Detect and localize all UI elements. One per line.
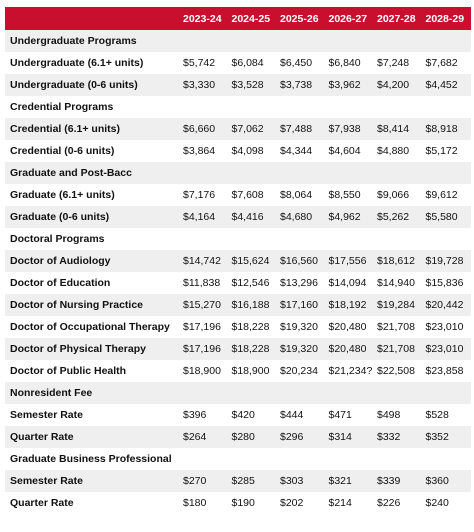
table-row [5, 404, 471, 426]
table-row [5, 316, 471, 338]
fee-cell: $7,176 [183, 189, 216, 201]
header-year-2024-25: 2024-25 [231, 12, 271, 25]
section-header-row [5, 448, 471, 470]
row-label: Doctor of Public Health [10, 365, 127, 377]
fee-cell: $19,728 [425, 255, 464, 267]
row-label: Credential (6.1+ units) [10, 123, 120, 135]
fee-cell: $16,188 [231, 299, 270, 311]
fee-cell: $20,480 [328, 321, 367, 333]
fee-cell: $280 [231, 431, 255, 443]
table-row [5, 492, 471, 514]
fee-cell: $4,680 [280, 211, 313, 223]
fee-cell: $21,708 [377, 321, 415, 333]
header-year-2026-27: 2026-27 [328, 12, 368, 25]
table-row [5, 250, 471, 272]
row-label: Doctor of Audiology [10, 255, 111, 267]
fee-cell: $314 [328, 431, 352, 443]
fee-cell: $339 [377, 475, 401, 487]
fee-cell: $18,612 [377, 255, 415, 267]
table-row [5, 184, 471, 206]
fee-cell: $8,414 [377, 123, 410, 135]
fee-cell: $20,234 [280, 365, 318, 377]
table-row [5, 294, 471, 316]
table-row [5, 360, 471, 382]
section-title: Graduate and Post-Bacc [10, 167, 132, 179]
fee-cell: $23,010 [425, 321, 464, 333]
section-header-row [5, 228, 471, 250]
tuition-fee-table [5, 7, 471, 514]
fee-cell: $5,580 [425, 211, 458, 223]
row-label: Semester Rate [10, 409, 83, 421]
fee-cell: $4,098 [231, 145, 264, 157]
fee-cell: $6,660 [183, 123, 216, 135]
section-title: Graduate Business Professional [10, 453, 172, 465]
fee-cell: $14,742 [183, 255, 221, 267]
fee-cell: $3,962 [328, 79, 361, 91]
row-label: Doctor of Physical Therapy [10, 343, 146, 355]
fee-cell: $17,196 [183, 321, 221, 333]
fee-cell: $20,442 [425, 299, 464, 311]
fee-cell: $264 [183, 431, 207, 443]
fee-cell: $21,234? [328, 365, 373, 377]
fee-cell: $4,344 [280, 145, 313, 157]
fee-cell: $180 [183, 497, 207, 509]
row-label: Doctor of Education [10, 277, 111, 289]
row-label: Undergraduate (0-6 units) [10, 79, 138, 91]
fee-cell: $7,488 [280, 123, 313, 135]
section-header-row [5, 382, 471, 404]
fee-cell: $4,200 [377, 79, 410, 91]
fee-cell: $17,196 [183, 343, 221, 355]
fee-cell: $8,918 [425, 123, 458, 135]
fee-cell: $528 [425, 409, 449, 421]
header-year-2025-26: 2025-26 [280, 12, 319, 25]
fee-cell: $21,708 [377, 343, 415, 355]
fee-cell: $22,508 [377, 365, 415, 377]
fee-cell: $4,416 [231, 211, 264, 223]
fee-cell: $4,452 [425, 79, 458, 91]
section-header-row [5, 30, 471, 52]
fee-cell: $226 [377, 497, 401, 509]
fee-cell: $3,738 [280, 79, 313, 91]
fee-cell: $8,550 [328, 189, 361, 201]
fee-cell: $6,450 [280, 57, 313, 69]
table-row [5, 140, 471, 162]
row-label: Quarter Rate [10, 431, 74, 443]
fee-cell: $4,962 [328, 211, 361, 223]
fee-cell: $3,330 [183, 79, 216, 91]
fee-cell: $9,066 [377, 189, 410, 201]
fee-cell: $7,938 [328, 123, 361, 135]
section-header-row [5, 162, 471, 184]
row-label: Quarter Rate [10, 497, 74, 509]
fee-cell: $13,296 [280, 277, 318, 289]
table-row [5, 470, 471, 492]
section-header-row [5, 96, 471, 118]
table-row [5, 74, 471, 96]
fee-cell: $17,160 [280, 299, 318, 311]
fee-cell: $270 [183, 475, 207, 487]
fee-cell: $7,682 [425, 57, 458, 69]
fee-cell: $240 [425, 497, 449, 509]
table-header [5, 7, 471, 30]
fee-cell: $15,836 [425, 277, 464, 289]
table-row [5, 272, 471, 294]
fee-cell: $11,838 [183, 277, 221, 289]
table-row [5, 118, 471, 140]
fee-cell: $296 [280, 431, 304, 443]
fee-cell: $332 [377, 431, 401, 443]
header-row [5, 7, 471, 30]
fee-cell: $6,840 [328, 57, 361, 69]
fee-cell: $8,064 [280, 189, 313, 201]
header-year-2028-29: 2028-29 [425, 12, 465, 25]
header-year-2027-28: 2027-28 [377, 12, 416, 25]
fee-cell: $7,248 [377, 57, 410, 69]
fee-cell: $420 [231, 409, 255, 421]
fee-cell: $19,284 [377, 299, 415, 311]
section-title: Nonresident Fee [10, 387, 93, 399]
header-year-2023-24: 2023-24 [183, 12, 222, 25]
fee-cell: $352 [425, 431, 449, 443]
fee-cell: $214 [328, 497, 352, 509]
row-label: Doctor of Nursing Practice [10, 299, 144, 311]
header-label-cell [5, 7, 180, 30]
fee-cell: $18,228 [231, 321, 270, 333]
fee-cell: $321 [328, 475, 352, 487]
fee-cell: $3,864 [183, 145, 216, 157]
fee-cell: $4,604 [328, 145, 361, 157]
row-label: Graduate (0-6 units) [10, 211, 110, 223]
fee-cell: $285 [231, 475, 255, 487]
section-title: Undergraduate Programs [10, 35, 137, 47]
fee-cell: $18,192 [328, 299, 367, 311]
fee-cell: $360 [425, 475, 449, 487]
fee-cell: $5,172 [425, 145, 458, 157]
row-label: Undergraduate (6.1+ units) [10, 57, 144, 69]
table-row [5, 426, 471, 448]
table-row [5, 338, 471, 360]
fee-cell: $12,546 [231, 277, 270, 289]
fee-cell: $498 [377, 409, 401, 421]
table-row [5, 206, 471, 228]
fee-cell: $5,742 [183, 57, 216, 69]
fee-cell: $3,528 [231, 79, 264, 91]
row-label: Semester Rate [10, 475, 83, 487]
fee-cell: $396 [183, 409, 207, 421]
fee-cell: $18,228 [231, 343, 270, 355]
section-title: Credential Programs [10, 101, 114, 113]
row-label: Graduate (6.1+ units) [10, 189, 115, 201]
fee-cell: $18,900 [231, 365, 270, 377]
table-row [5, 52, 471, 74]
fee-cell: $444 [280, 409, 304, 421]
row-label: Credential (0-6 units) [10, 145, 115, 157]
fee-cell: $14,094 [328, 277, 367, 289]
fee-cell: $5,262 [377, 211, 410, 223]
fee-cell: $18,900 [183, 365, 221, 377]
fee-cell: $20,480 [328, 343, 367, 355]
fee-cell: $19,320 [280, 321, 318, 333]
fee-cell: $16,560 [280, 255, 318, 267]
fee-cell: $23,010 [425, 343, 464, 355]
fee-cell: $202 [280, 497, 304, 509]
fee-cell: $14,940 [377, 277, 415, 289]
row-label: Doctor of Occupational Therapy [10, 321, 170, 333]
fee-cell: $4,880 [377, 145, 410, 157]
fee-cell: $4,164 [183, 211, 216, 223]
fee-cell: $15,624 [231, 255, 270, 267]
fee-cell: $9,612 [425, 189, 458, 201]
fee-cell: $7,062 [231, 123, 264, 135]
fee-cell: $23,858 [425, 365, 464, 377]
fee-cell: $303 [280, 475, 304, 487]
table-body [5, 30, 471, 514]
fee-cell: $19,320 [280, 343, 318, 355]
fee-cell: $6,084 [231, 57, 264, 69]
fee-cell: $17,556 [328, 255, 367, 267]
fee-cell: $190 [231, 497, 255, 509]
fee-cell: $15,270 [183, 299, 221, 311]
fee-cell: $7,608 [231, 189, 264, 201]
section-title: Doctoral Programs [10, 233, 105, 245]
fee-cell: $471 [328, 409, 352, 421]
